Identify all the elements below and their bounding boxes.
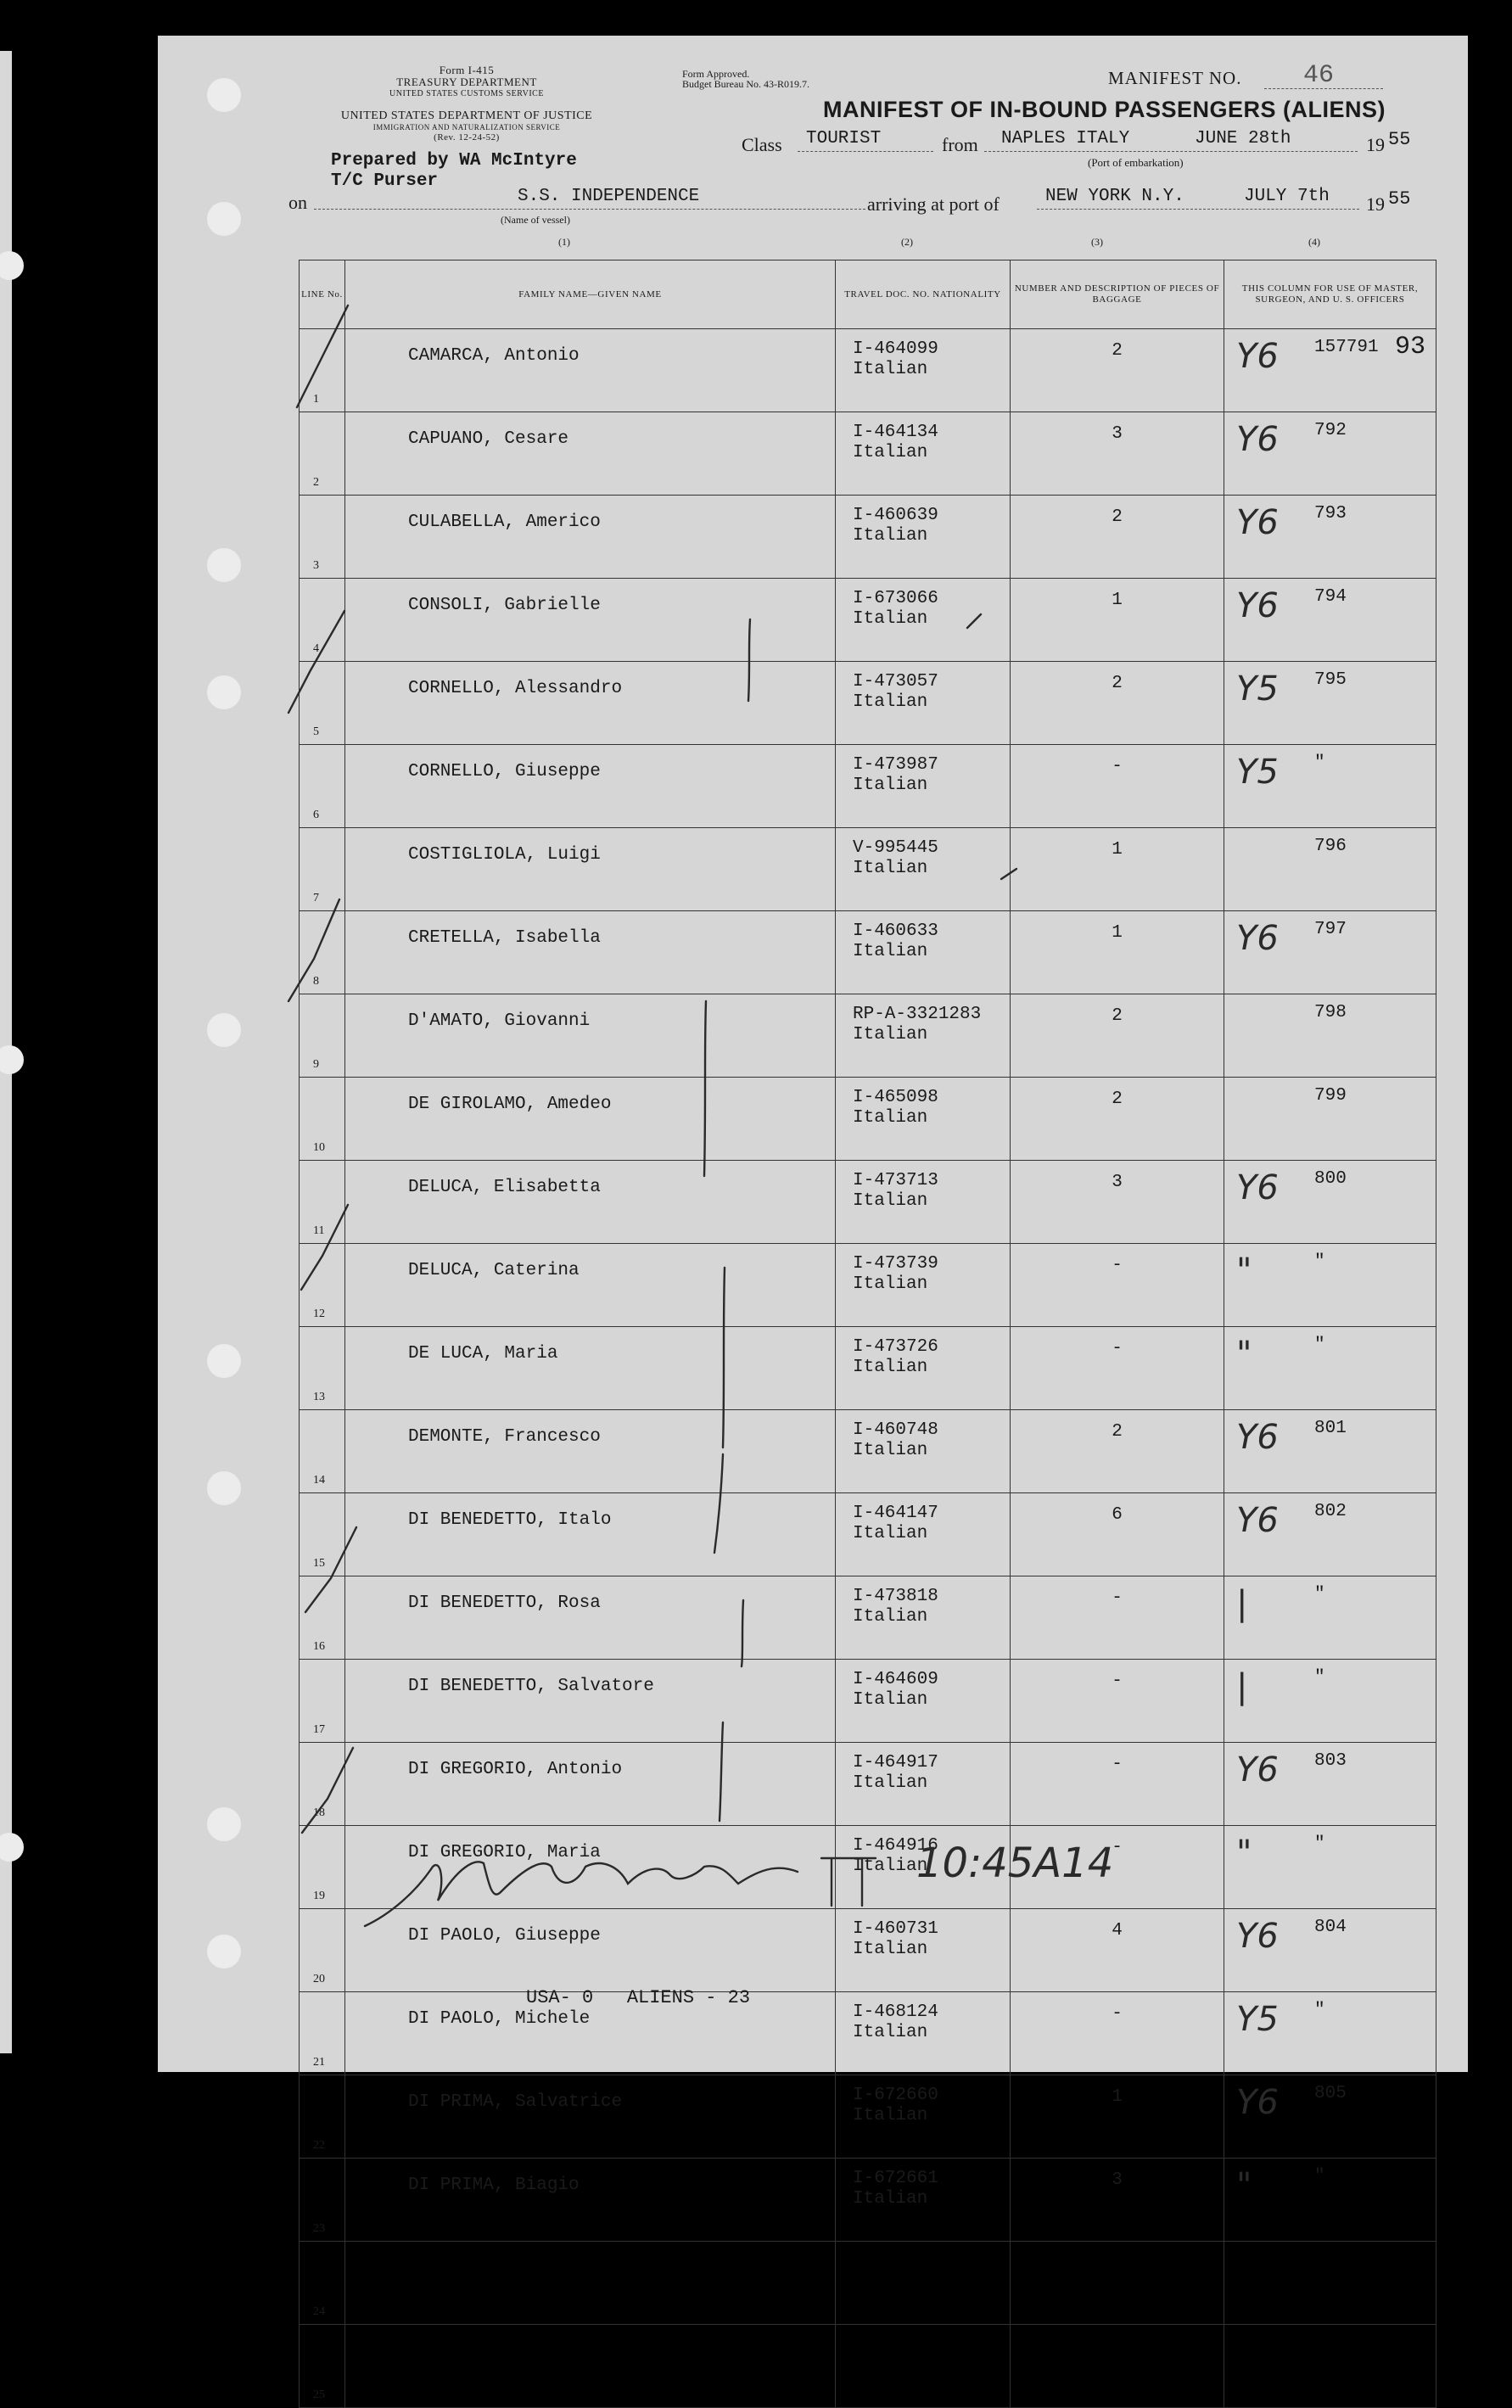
travel-doc-number: V-995445 xyxy=(853,838,938,858)
officer-handwritten-mark: " xyxy=(1236,1252,1252,1291)
line-number: 3 xyxy=(313,559,319,572)
officer-handwritten-mark: Y5 xyxy=(1236,669,1279,708)
baggage-count: 3 xyxy=(1011,2159,1224,2242)
passenger-name: CAPUANO, Cesare xyxy=(345,412,836,496)
prepared-role: T/C Purser xyxy=(331,171,439,191)
baggage-count: 2 xyxy=(1011,329,1224,412)
officer-handwritten-mark xyxy=(1228,2245,1338,2299)
officer-handwritten-mark: Y6 xyxy=(1236,919,1279,958)
passenger-name: DEMONTE, Francesco xyxy=(345,1410,836,1493)
port-of-embarkation-note: (Port of embarkation) xyxy=(1088,156,1184,169)
travel-doc-number: I-460731 xyxy=(853,1919,938,1939)
nationality: Italian xyxy=(853,776,928,795)
baggage-count: - xyxy=(1011,1576,1224,1660)
header-line-no: LINE No. xyxy=(300,260,345,329)
line-number: 22 xyxy=(313,2139,325,2152)
officer-handwritten-mark: " xyxy=(1236,2166,1252,2205)
baggage-count: - xyxy=(1011,1244,1224,1327)
arriving-label: arriving at port of xyxy=(867,193,1000,215)
line-number: 14 xyxy=(313,1474,325,1487)
travel-doc-number: I-464147 xyxy=(853,1504,938,1523)
officer-code: " xyxy=(1314,1252,1325,1272)
nationality: Italian xyxy=(853,1607,928,1627)
header-travel-doc: TRAVEL DOC. NO. NATIONALITY xyxy=(836,260,1011,329)
officer-handwritten-mark: | xyxy=(1236,1667,1248,1706)
officer-handwritten-mark: Y6 xyxy=(1236,1501,1279,1540)
nationality: Italian xyxy=(853,2023,928,2042)
officer-handwritten-mark: Y6 xyxy=(1236,586,1279,625)
travel-doc-number: I-464917 xyxy=(853,1753,938,1772)
officer-code: 801 xyxy=(1314,1419,1347,1438)
line-number: 12 xyxy=(313,1308,325,1320)
passenger-name: CULABELLA, Americo xyxy=(345,496,836,579)
class-value: TOURIST xyxy=(806,129,882,148)
baggage-count: 1 xyxy=(1011,911,1224,994)
line-number: 21 xyxy=(313,2056,325,2069)
travel-doc-number: I-460633 xyxy=(853,921,938,941)
travel-doc-number: I-473987 xyxy=(853,755,938,775)
officer-code: " xyxy=(1314,1585,1325,1604)
travel-doc-number: I-473739 xyxy=(853,1254,938,1274)
officer-handwritten-mark: Y6 xyxy=(1236,503,1279,542)
table-row xyxy=(300,2325,1436,2408)
baggage-count: 1 xyxy=(1011,579,1224,662)
nationality: Italian xyxy=(853,692,928,712)
baggage-count: 6 xyxy=(1011,1493,1224,1576)
officer-code: 803 xyxy=(1314,1751,1347,1771)
passenger-name: DI GREGORIO, Maria xyxy=(345,1826,836,1909)
form-approved: Form Approved. xyxy=(682,68,750,80)
officer-handwritten-mark: " xyxy=(1236,1335,1252,1374)
manifest-title: MANIFEST OF IN-BOUND PASSENGERS (ALIENS) xyxy=(823,97,1386,122)
officer-code: 798 xyxy=(1314,1003,1347,1022)
prepared-by: Prepared by WA McIntyre xyxy=(331,151,577,171)
baggage-count: 2 xyxy=(1011,1410,1224,1493)
officer-code: " xyxy=(1314,753,1325,773)
line-number: 9 xyxy=(313,1058,319,1071)
travel-doc-number: I-672660 xyxy=(853,2086,938,2105)
from-label: from xyxy=(942,134,978,155)
treasury-department: TREASURY DEPARTMENT xyxy=(396,76,537,88)
table-row xyxy=(300,2242,1436,2325)
officer-code: " xyxy=(1314,1336,1325,1355)
travel-doc-cell xyxy=(836,2325,1011,2408)
line-number: 1 xyxy=(313,393,319,406)
baggage-count: 1 xyxy=(1011,2075,1224,2159)
line-number-cell xyxy=(300,2242,345,2325)
header-baggage: NUMBER AND DESCRIPTION OF PIECES OF BAGGAGE xyxy=(1011,260,1224,329)
line-number: 18 xyxy=(313,1806,325,1819)
passenger-name: DELUCA, Elisabetta xyxy=(345,1161,836,1244)
officer-code: 796 xyxy=(1314,837,1347,856)
line-number: 23 xyxy=(313,2222,325,2235)
on-label: on xyxy=(288,192,307,213)
officer-handwritten-mark: Y5 xyxy=(1236,2000,1279,2039)
column-number-1: (1) xyxy=(558,236,570,248)
nationality: Italian xyxy=(853,1108,928,1128)
nationality: Italian xyxy=(853,2106,928,2125)
officer-code: 157791 xyxy=(1314,338,1379,357)
travel-doc-number: I-473713 xyxy=(853,1171,938,1190)
baggage-count: - xyxy=(1011,1992,1224,2075)
arrival-year: 55 xyxy=(1388,188,1411,210)
officer-code: " xyxy=(1314,1834,1325,1854)
baggage-count: - xyxy=(1011,1327,1224,1410)
officer-handwritten-mark: " xyxy=(1236,1834,1252,1873)
baggage-count: 3 xyxy=(1011,1161,1224,1244)
passenger-name: CRETELLA, Isabella xyxy=(345,911,836,994)
passenger-name: CONSOLI, Gabrielle xyxy=(345,579,836,662)
line-number: 5 xyxy=(313,725,319,738)
officer-handwritten-mark: Y6 xyxy=(1236,337,1279,376)
passenger-name: CORNELLO, Giuseppe xyxy=(345,745,836,828)
passenger-name: CAMARCA, Antonio xyxy=(345,329,836,412)
officer-use-cell xyxy=(1224,2242,1436,2325)
officer-code: " xyxy=(1314,2167,1325,2187)
travel-doc-number: I-465098 xyxy=(853,1088,938,1107)
travel-doc-number: I-473726 xyxy=(853,1337,938,1357)
nationality: Italian xyxy=(853,859,928,878)
officer-use-cell xyxy=(1224,2159,1436,2242)
officer-handwritten-mark: | xyxy=(1236,1584,1248,1623)
officer-handwritten-mark xyxy=(1228,2328,1338,2383)
baggage-count: - xyxy=(1011,1660,1224,1743)
officer-handwritten-mark: Y6 xyxy=(1236,420,1279,459)
nationality: Italian xyxy=(853,1690,928,1710)
officer-code: 805 xyxy=(1314,2084,1347,2103)
footer-totals: USA- 0 ALIENS - 23 xyxy=(526,1987,751,2008)
line-number: 19 xyxy=(313,1890,325,1902)
line-number-cell xyxy=(300,2325,345,2408)
baggage-count: 2 xyxy=(1011,1078,1224,1161)
vessel-name: S.S. INDEPENDENCE xyxy=(518,187,700,206)
passenger-name: DI PAOLO, Giuseppe xyxy=(345,1909,836,1992)
manifest-number: 46 xyxy=(1303,61,1335,90)
manifest-label: MANIFEST NO. xyxy=(1108,68,1242,88)
header-officers: THIS COLUMN FOR USE OF MASTER, SURGEON, AND U. S. OFFICERS xyxy=(1224,260,1436,329)
baggage-count xyxy=(1011,2242,1224,2325)
nationality: Italian xyxy=(853,1358,928,1377)
line-number: 2 xyxy=(313,476,319,489)
officer-code: 804 xyxy=(1314,1918,1347,1937)
line-number: 17 xyxy=(313,1723,325,1736)
line-number: 6 xyxy=(313,809,319,821)
officer-handwritten-mark: Y6 xyxy=(1236,1168,1279,1207)
baggage-count: - xyxy=(1011,1743,1224,1826)
budget-bureau: Budget Bureau No. 43-R019.7. xyxy=(682,78,809,90)
travel-doc-number: I-464134 xyxy=(853,423,938,442)
officer-code: 800 xyxy=(1314,1169,1347,1189)
nationality: Italian xyxy=(853,1524,928,1543)
form-revision: (Rev. 12-24-52) xyxy=(434,132,500,143)
nationality: Italian xyxy=(853,1441,928,1460)
nationality: Italian xyxy=(853,360,928,379)
header-name: FAMILY NAME—GIVEN NAME xyxy=(345,260,836,329)
officer-code: 792 xyxy=(1314,421,1347,440)
arrival-year-prefix: 19 xyxy=(1366,193,1385,215)
officer-code: 793 xyxy=(1314,504,1347,524)
travel-doc-number: I-673066 xyxy=(853,589,938,608)
baggage-count: 2 xyxy=(1011,994,1224,1078)
passenger-name: DE GIROLAMO, Amedeo xyxy=(345,1078,836,1161)
officer-code: 795 xyxy=(1314,670,1347,690)
line-number: 10 xyxy=(313,1141,325,1154)
officer-use-cell xyxy=(1224,2325,1436,2408)
baggage-count: 4 xyxy=(1011,1909,1224,1992)
ins-service: IMMIGRATION AND NATURALIZATION SERVICE xyxy=(372,123,561,132)
baggage-count: 2 xyxy=(1011,662,1224,745)
line-number: 25 xyxy=(313,2388,325,2401)
passenger-name: DI BENEDETTO, Salvatore xyxy=(345,1660,836,1743)
travel-doc-number: I-464099 xyxy=(853,339,938,359)
arrival-date: JULY 7th xyxy=(1244,187,1330,206)
year-prefix: 19 xyxy=(1366,134,1385,155)
arrival-port: NEW YORK N.Y. xyxy=(1045,187,1184,206)
passenger-name xyxy=(345,2242,836,2325)
nationality: Italian xyxy=(853,526,928,546)
departure-date: JUNE 28th xyxy=(1195,129,1291,148)
baggage-count: - xyxy=(1011,745,1224,828)
line-number: 4 xyxy=(313,642,319,655)
travel-doc-number: I-468124 xyxy=(853,2002,938,2022)
passenger-name: CORNELLO, Alessandro xyxy=(345,662,836,745)
nationality: Italian xyxy=(853,1274,928,1294)
signature-time-note: 10:45A14 xyxy=(916,1840,1114,1887)
nationality: Italian xyxy=(853,609,928,629)
passenger-name: DELUCA, Caterina xyxy=(345,1244,836,1327)
line-number: 11 xyxy=(313,1224,325,1237)
line-number: 15 xyxy=(313,1557,325,1570)
passenger-name: DI PAOLO, Michele xyxy=(345,1992,836,2075)
nationality: Italian xyxy=(853,1940,928,1959)
nationality: Italian xyxy=(853,942,928,961)
class-label: Class xyxy=(742,134,782,155)
page-number: 93 xyxy=(1395,333,1426,361)
passenger-name: DE LUCA, Maria xyxy=(345,1327,836,1410)
nationality: Italian xyxy=(853,443,928,462)
passenger-name: DI BENEDETTO, Rosa xyxy=(345,1576,836,1660)
baggage-count: 3 xyxy=(1011,412,1224,496)
passenger-name: DI BENEDETTO, Italo xyxy=(345,1493,836,1576)
travel-doc-number: I-464609 xyxy=(853,1670,938,1689)
travel-doc-number: I-464916 xyxy=(853,1836,938,1856)
officer-handwritten-mark: Y6 xyxy=(1236,2083,1279,2122)
line-number-cell xyxy=(300,2159,345,2242)
line-number: 13 xyxy=(313,1391,325,1403)
travel-doc-number: I-473818 xyxy=(853,1587,938,1606)
travel-doc-number: I-473057 xyxy=(853,672,938,692)
officer-handwritten-mark: Y6 xyxy=(1236,1750,1279,1789)
passenger-name: DI GREGORIO, Antonio xyxy=(345,1743,836,1826)
officer-code: 799 xyxy=(1314,1086,1347,1106)
officer-code: 797 xyxy=(1314,920,1347,939)
departure-year: 55 xyxy=(1388,129,1411,150)
line-number: 24 xyxy=(313,2305,325,2318)
officer-code: 802 xyxy=(1314,1502,1347,1521)
column-number-2: (2) xyxy=(901,236,913,248)
officer-handwritten-mark: Y5 xyxy=(1236,753,1279,792)
passenger-name: D'AMATO, Giovanni xyxy=(345,994,836,1078)
baggage-count xyxy=(1011,2325,1224,2408)
baggage-count: 2 xyxy=(1011,496,1224,579)
officer-code: " xyxy=(1314,2001,1325,2020)
department-of-justice: UNITED STATES DEPARTMENT OF JUSTICE xyxy=(340,109,593,122)
line-number: 20 xyxy=(313,1973,325,1985)
officer-code: " xyxy=(1314,1668,1325,1688)
travel-doc-number: I-460748 xyxy=(853,1420,938,1440)
passenger-name: DI PRIMA, Biagio xyxy=(345,2159,836,2242)
travel-doc-number: I-672661 xyxy=(853,2169,938,2188)
travel-doc-number: I-460639 xyxy=(853,506,938,525)
line-number: 8 xyxy=(313,975,319,988)
form-number: Form I-415 xyxy=(439,64,495,76)
column-number-4: (4) xyxy=(1308,236,1320,248)
nationality: Italian xyxy=(853,1025,928,1044)
nationality: Italian xyxy=(853,1773,928,1793)
officer-code: 794 xyxy=(1314,587,1347,607)
table-row xyxy=(300,2159,1436,2242)
officer-handwritten-mark: Y6 xyxy=(1236,1917,1279,1956)
baggage-count: - xyxy=(1011,1826,1224,1909)
travel-doc-cell xyxy=(836,2242,1011,2325)
vessel-note: (Name of vessel) xyxy=(501,214,570,226)
passenger-name: DI PRIMA, Salvatrice xyxy=(345,2075,836,2159)
nationality: Italian xyxy=(853,1191,928,1211)
column-number-3: (3) xyxy=(1091,236,1103,248)
travel-doc-number: RP-A-3321283 xyxy=(853,1005,982,1024)
officer-handwritten-mark: Y6 xyxy=(1236,1418,1279,1457)
passenger-name: COSTIGLIOLA, Luigi xyxy=(345,828,836,911)
line-number: 16 xyxy=(313,1640,325,1653)
nationality: Italian xyxy=(853,1856,928,1876)
travel-doc-cell xyxy=(836,2159,1011,2242)
customs-service: UNITED STATES CUSTOMS SERVICE xyxy=(389,89,544,98)
nationality: Italian xyxy=(853,2189,928,2209)
line-number: 7 xyxy=(313,892,319,904)
baggage-count: 1 xyxy=(1011,828,1224,911)
passenger-name xyxy=(345,2325,836,2408)
departure-port: NAPLES ITALY xyxy=(1001,129,1130,148)
